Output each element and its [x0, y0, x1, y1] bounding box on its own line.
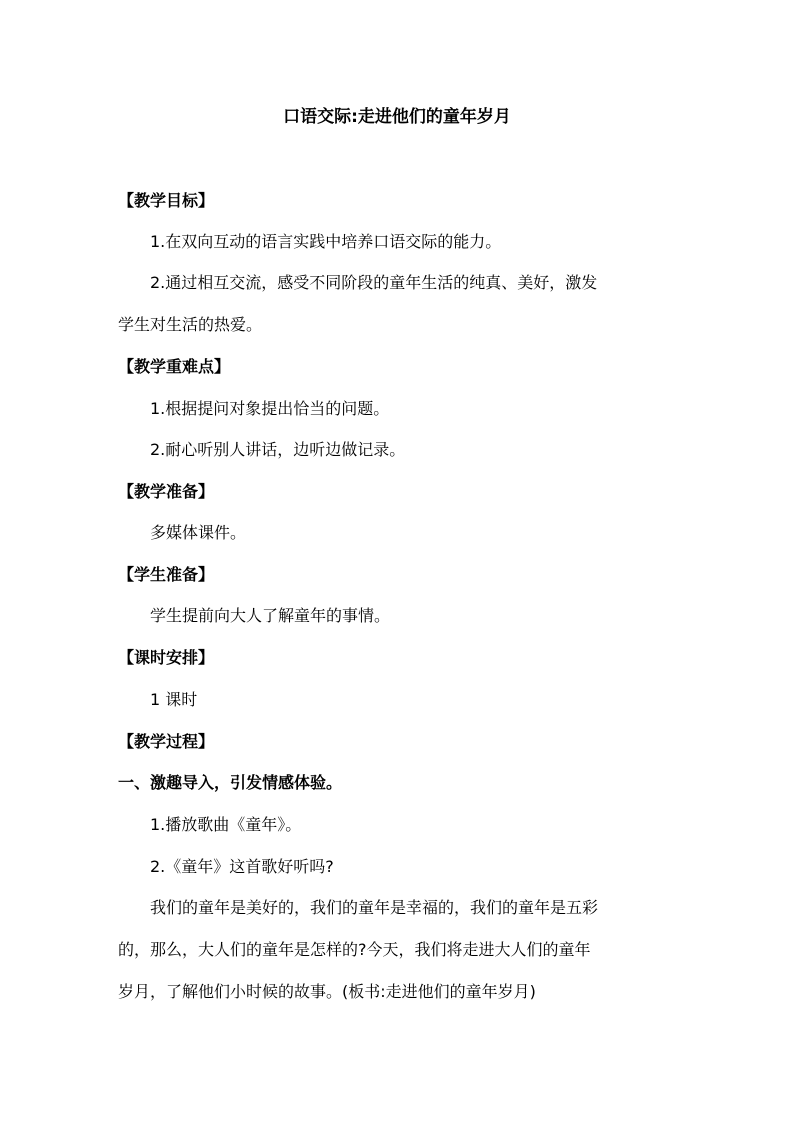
goals-heading: 【教学目标】	[118, 191, 215, 210]
process-paragraph-line-1: 我们的童年是美好的，我们的童年是幸福的，我们的童年是五彩	[150, 898, 599, 917]
schedule-heading: 【课时安排】	[118, 648, 215, 667]
key-points-heading: 【教学重难点】	[118, 357, 231, 376]
schedule-text: 1 课时	[150, 690, 198, 709]
key-points-item-2: 2.耐心听别人讲话，边听边做记录。	[150, 440, 406, 459]
goals-item-2-line-1: 2.通过相互交流，感受不同阶段的童年生活的纯真、美好，激发	[150, 273, 598, 292]
goals-item-1: 1.在双向互动的语言实践中培养口语交际的能力。	[150, 232, 502, 251]
process-paragraph-line-3: 岁月，了解他们小时候的故事。(板书:走进他们的童年岁月)	[118, 982, 536, 1001]
process-paragraph-line-2: 的，那么，大人们的童年是怎样的?今天，我们将走进大人们的童年	[118, 940, 591, 959]
teacher-prep-heading: 【教学准备】	[118, 482, 215, 501]
process-item-2: 2.《童年》这首歌好听吗?	[150, 857, 334, 876]
student-prep-heading: 【学生准备】	[118, 565, 215, 584]
student-prep-text: 学生提前向大人了解童年的事情。	[150, 606, 391, 625]
process-heading: 【教学过程】	[118, 732, 215, 751]
teacher-prep-text: 多媒体课件。	[150, 523, 247, 542]
key-points-item-1: 1.根据提问对象提出恰当的问题。	[150, 399, 390, 418]
goals-item-2-line-2: 学生对生活的热爱。	[118, 315, 263, 334]
document-title: 口语交际:走进他们的童年岁月	[283, 107, 511, 127]
process-item-1: 1.播放歌曲《童年》。	[150, 815, 302, 834]
process-step-1-heading: 一、激趣导入，引发情感体验。	[118, 773, 343, 792]
